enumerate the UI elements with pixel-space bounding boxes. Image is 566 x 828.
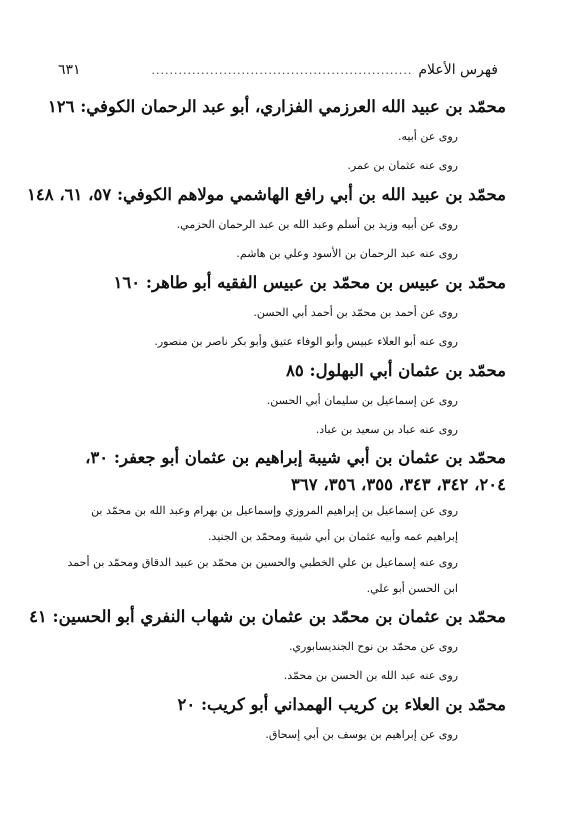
index-entry (47, 92, 506, 180)
page-number: ٦٣١ (58, 62, 81, 78)
entry-narrated-from: روى عن أبيه وزيد بن أسلم وعبد الله بن عبد الرحمان الحزمي. (176, 218, 458, 231)
entry-narrated-from: روى عن إسماعيل بن إبراهيم المروزي وإسماعيل بن بهرام وعبد الله بن محمّد بن إبراهيم عمه وأبيه عثمان بن أبي شيبة ومحمّد بن الجنيد. (91, 504, 458, 543)
index-entry (29, 602, 506, 690)
entry-name: محمّد بن العلاء بن كريب الهمداني أبو كريب: ٢٠ (177, 695, 506, 714)
entry-name: محمّد بن عبيس بن محمّد بن عبيس الفقيه أبو طاهر: ١٦٠ (113, 273, 506, 292)
entry-narrated-by: روى عنه عباد بن سعيد بن عباد. (315, 423, 458, 436)
entry-name: محمّد بن عثمان بن محمّد بن عثمان بن شهاب النفري أبو الحسين: ٤١ (29, 607, 506, 626)
entry-name: محمّد بن عبيد الله العرزمي الفزاري، أبو عبد الرحمان الكوفي: ١٢٦ (47, 97, 506, 116)
entry-narrated-by: روى عنه عبد الله بن الحسن بن محمّد. (283, 669, 458, 682)
index-entry (27, 180, 506, 268)
entry-narrated-from: روى عن محمّد بن نوح الجنديسابوري. (288, 640, 458, 653)
leader-dots: .......................................................... (151, 64, 413, 77)
index-entry (58, 444, 506, 602)
index-entries (27, 92, 506, 749)
entry-narrated-from: روى عن إسماعيل بن سليمان أبي الحسن. (266, 394, 458, 407)
page-title: فهرس الأعلام (418, 62, 498, 78)
entry-name: محمّد بن عثمان أبي البهلول: ٨٥ (286, 361, 506, 380)
index-entry (58, 690, 506, 749)
page-header (58, 62, 498, 84)
entry-narrated-by: روى عنه عبد الرحمان بن الأسود وعلي بن هاشم. (236, 247, 458, 260)
entry-name: محمّد بن عبيد الله بن أبي رافع الهاشمي مولاهم الكوفي: ٥٧، ٦١، ١٤٨ (27, 185, 506, 204)
entry-narrated-by: روى عنه عثمان بن عمر. (347, 159, 458, 172)
entry-narrated-from: روى عن إبراهيم بن يوسف بن أبي إسحاق. (265, 728, 458, 741)
entry-name: محمّد بن عثمان بن أبي شيبة إبراهيم بن عثمان أبو جعفر: ٣٠، ٢٠٤، ٣٤٢، ٣٤٣، ٣٥٥، ٣٥٦، ٣٦٧ (85, 448, 506, 494)
index-entry (58, 356, 506, 444)
entry-narrated-from: روى عن أحمد بن محمّد بن أحمد أبي الحسن. (253, 306, 458, 319)
index-entry (58, 268, 506, 356)
entry-narrated-from: روى عن أبيه. (398, 130, 458, 143)
entry-narrated-by: روى عنه إسماعيل بن علي الخطبي والحسين بن محمّد بن عبيد الدقاق ومحمّد بن أحمد ابن الحسن أبو علي. (67, 556, 458, 595)
entry-narrated-by: روى عنه أبو العلاء عبيس وأبو الوفاء عتيق وأبو بكر ناصر بن منصور. (154, 335, 458, 348)
